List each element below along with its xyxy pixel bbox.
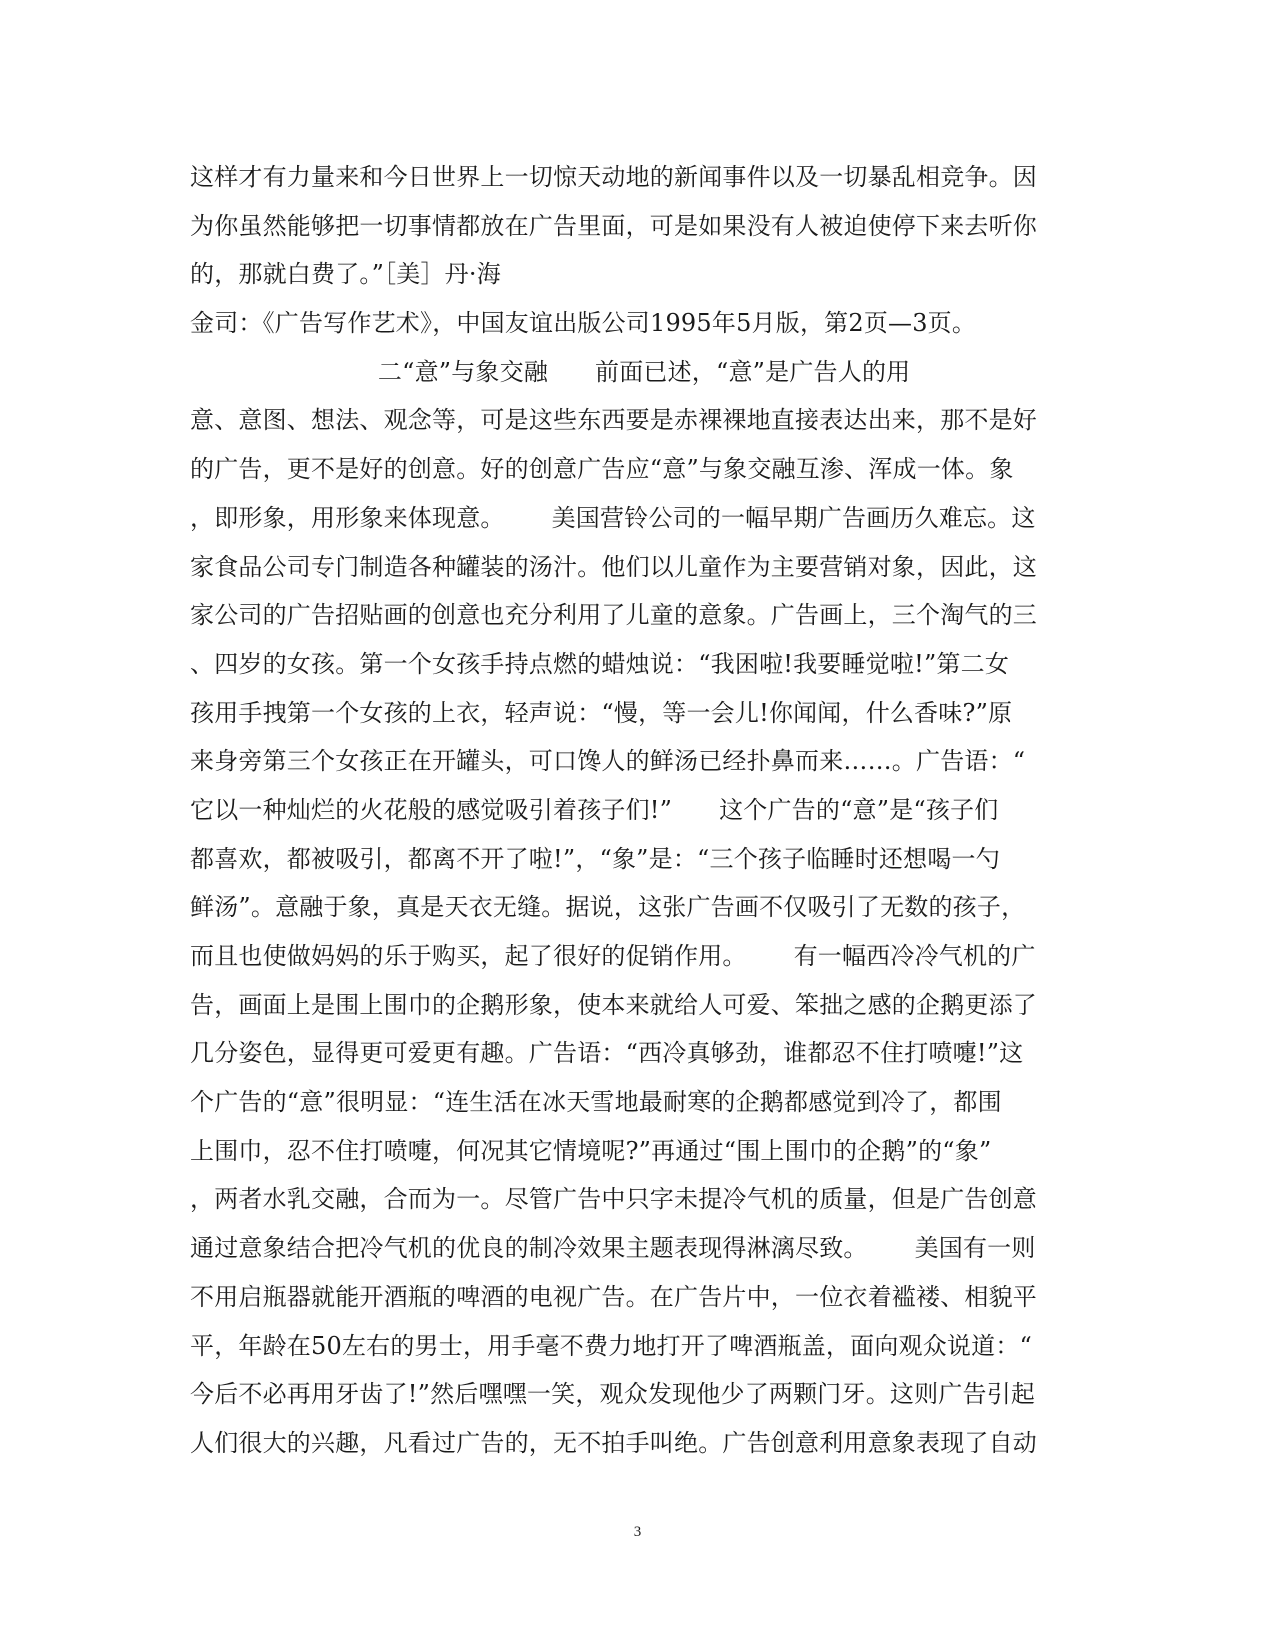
text-line: ，即形象，用形象来体现意。 美国营铃公司的一幅早期广告画历久难忘。这 — [190, 503, 1036, 532]
text-line: 鲜汤”。意融于象，真是天衣无缝。据说，这张广告画不仅吸引了无数的孩子， — [190, 893, 1026, 922]
text-line: 意、意图、想法、观念等，可是这些东西要是赤裸裸地直接表达出来，那不是好 — [190, 406, 1037, 435]
text-line: 它以一种灿烂的火花般的感觉吸引着孩子们!” 这个广告的“意”是“孩子们 — [190, 795, 999, 824]
text-line: 家公司的广告招贴画的创意也充分利用了儿童的意象。广告画上，三个淘气的三 — [190, 601, 1037, 630]
text-line: 几分姿色，显得更可爱更有趣。广告语：“西冷真够劲，谁都忍不住打喷嚏!”这 — [190, 1039, 1024, 1068]
text-line: 而且也使做妈妈的乐于购买，起了很好的促销作用。 有一幅西冷冷气机的广 — [190, 942, 1036, 970]
text-line: 人们很大的兴趣，凡看过广告的，无不拍手叫绝。广告创意利用意象表现了自动 — [190, 1428, 1037, 1457]
text-line: 为你虽然能够把一切事情都放在广告里面，可是如果没有人被迫使停下来去听你 — [190, 211, 1037, 240]
text-line: 告，画面上是围上围巾的企鹅形象，使本来就给人可爱、笨拙之感的企鹅更添了 — [190, 990, 1037, 1019]
text-line: 金司：《广告写作艺术》，中国友谊出版公司1995年5月版，第2页—3页。 — [190, 309, 977, 338]
text-line: 、四岁的女孩。第一个女孩手持点燃的蜡烛说：“我困啦!我要睡觉啦!”第二女 — [190, 649, 1010, 678]
section-heading-line: 二“意”与象交融 前面已述，“意”是广告人的用 — [190, 357, 911, 386]
text-line: 个广告的“意”很明显：“连生活在冰天雪地最耐寒的企鹅都感觉到冷了，都围 — [190, 1088, 1002, 1117]
text-line: 家食品公司专门制造各种罐装的汤汁。他们以儿童作为主要营销对象，因此，这 — [190, 552, 1037, 581]
text-line: 来身旁第三个女孩正在开罐头，可口馋人的鲜汤已经扑鼻而来……。广告语：“ — [190, 747, 1026, 776]
text-line: 上围巾，忍不住打喷嚏，何况其它情境呢?”再通过“围上围巾的企鹅”的“象” — [190, 1136, 992, 1165]
text-line: 这样才有力量来和今日世界上一切惊天动地的新闻事件以及一切暴乱相竞争。因 — [190, 163, 1037, 191]
text-line: 今后不必再用牙齿了!”然后嘿嘿一笑，观众发现他少了两颗门牙。这则广告引起 — [190, 1380, 1036, 1409]
page-number: 3 — [633, 1524, 642, 1540]
text-line: 的，那就白费了。”［美］丹·海 — [190, 260, 501, 289]
text-line: 通过意象结合把冷气机的优良的制冷效果主题表现得淋漓尽致。 美国有一则 — [190, 1234, 1036, 1263]
text-line: 平，年龄在50左右的男士，用手毫不费力地打开了啤酒瓶盖，面向观众说道：“ — [190, 1331, 1033, 1360]
text-line: 的广告，更不是好的创意。好的创意广告应“意”与象交融互渗、浑成一体。象 — [190, 455, 1014, 484]
text-line: 不用启瓶器就能开酒瓶的啤酒的电视广告。在广告片中，一位衣着褴褛、相貌平 — [190, 1282, 1037, 1311]
body-text — [190, 153, 1090, 1468]
text-line: 都喜欢，都被吸引，都离不开了啦!”，“象”是：“三个孩子临睡时还想喝一勺 — [190, 844, 1000, 873]
text-line: ，两者水乳交融，合而为一。尽管广告中只字未提冷气机的质量，但是广告创意 — [190, 1185, 1037, 1214]
text-line: 孩用手拽第一个女孩的上衣，轻声说：“慢，等一会儿!你闻闻，什么香味?”原 — [190, 698, 1013, 727]
